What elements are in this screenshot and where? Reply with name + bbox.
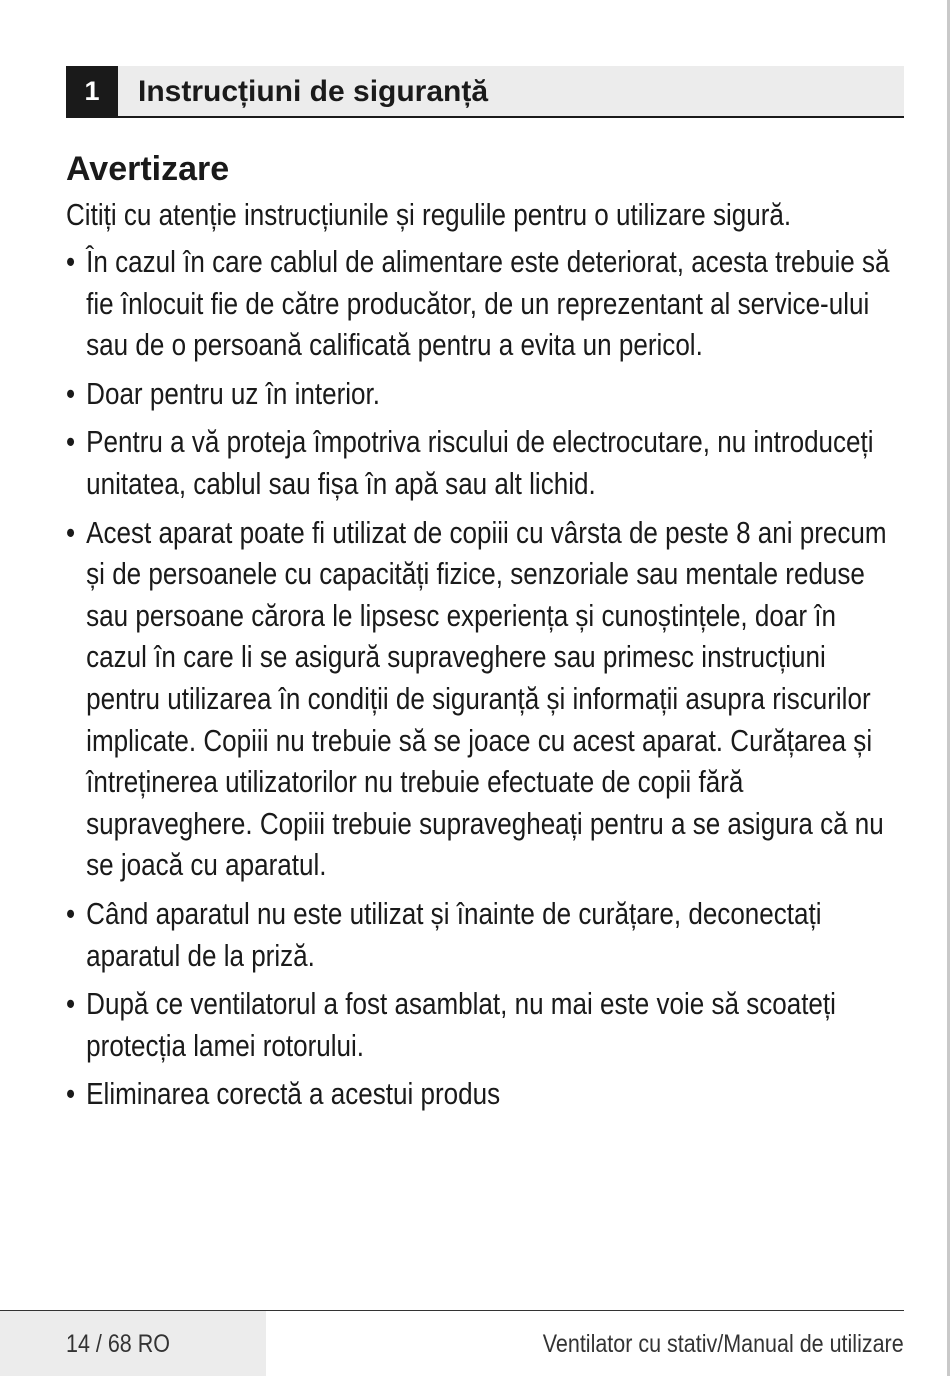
list-item [66,512,902,886]
page-number: 14 / 68 RO [66,1330,170,1358]
section-number-badge: 1 [66,66,118,116]
safety-list [66,241,902,1115]
list-item [66,373,902,415]
bullet-icon: • [66,514,76,550]
bullet-icon: • [66,986,76,1022]
bullet-icon: • [66,424,76,460]
page-content [66,148,902,1122]
section-header [66,66,904,118]
list-item [66,421,902,504]
list-item-text: Acest aparat poate fi utilizat de copiii cu vârsta de peste 8 ani precum și de persoanele cu capacități fizice, senzoriale sau mentale reduse sau persoane cărora le lipsesc experiența și cunoștințele, doar în cazul în care li se asigură supraveghere sau primesc instrucțiuni pentru utilizarea în condiții de siguranță și informații asupra riscurilor implicate. Copiii nu trebuie să se joace cu acest aparat. Curățarea și întreținerea utilizatorilor nu trebuie efectuate de copii fără supraveghere. Copiii trebuie supravegheați pentru a se asigura că nu se joacă cu aparatul. [86,514,887,883]
list-item [66,893,902,976]
warning-intro: Citiți cu atenție instrucțiunile și regulile pentru o utilizare sigură. [66,197,792,232]
warning-body [66,194,902,1115]
warning-heading: Avertizare [66,150,230,188]
bullet-icon: • [66,1076,76,1112]
section-title: Instrucțiuni de siguranță [138,75,489,108]
list-item-text: În cazul în care cablul de alimentare este deteriorat, acesta trebuie să fie înlocuit fie de către producător, de un reprezentant al service-ului sau de o persoană calificată pentru a evita un pericol. [86,244,890,363]
bullet-icon: • [66,895,76,931]
list-item [66,241,902,366]
list-item-text: Doar pentru uz în interior. [86,375,380,411]
list-item-text: Eliminarea corectă a acestui produs [86,1076,501,1112]
list-item [66,1073,902,1115]
bullet-icon: • [66,244,76,279]
list-item [66,983,902,1066]
list-item-text: Când aparatul nu este utilizat și înainte de curățare, deconectați aparatul de la priză. [86,895,822,973]
list-item-text: După ce ventilatorul a fost asamblat, nu mai este voie să scoateți protecția lamei rotorului. [86,986,836,1063]
footer-document-title: Ventilator cu stativ/Manual de utilizare [543,1330,904,1358]
list-item-text: Pentru a vă proteja împotriva riscului de electrocutare, nu introduceți unitatea, cablul sau fișa în apă sau alt lichid. [86,424,874,501]
bullet-icon: • [66,375,76,411]
